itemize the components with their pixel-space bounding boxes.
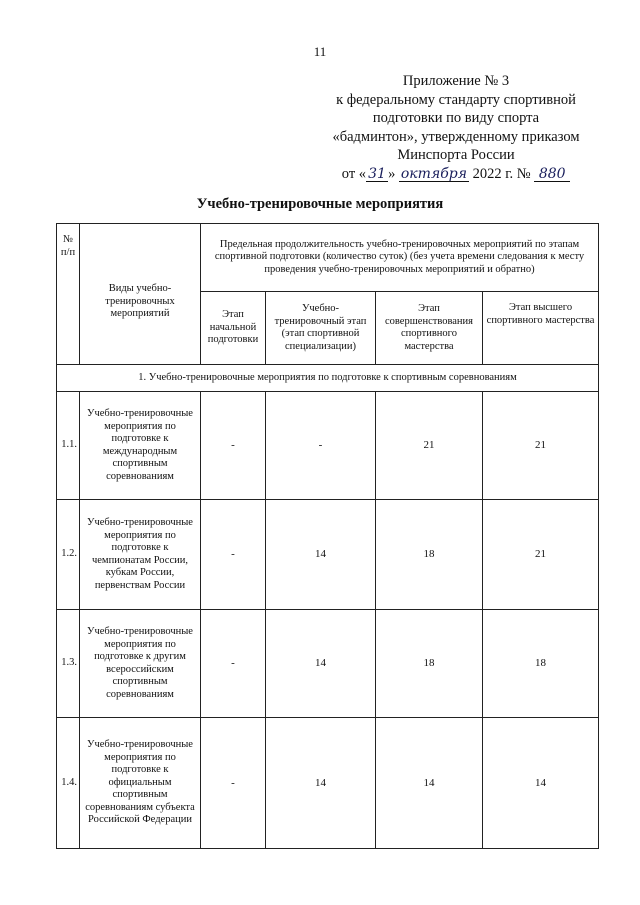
appendix-block xyxy=(306,72,606,183)
section-title: 1. Учебно-тренировочные мероприятия по подготовке к спортивным соревнованиям xyxy=(57,365,599,392)
date-mid: » xyxy=(388,165,396,182)
date-prefix: от « xyxy=(341,165,367,182)
table-row xyxy=(57,718,599,849)
row-value-highest: 14 xyxy=(483,718,599,849)
row-value-initial: - xyxy=(201,392,266,500)
appendix-line-2: к федеральному стандарту спортивной xyxy=(336,91,576,108)
appendix-line-5: Минспорта России xyxy=(397,147,515,163)
header-stage-highest: Этап высшего спортивного мастерства xyxy=(483,292,599,365)
row-value-improvement: 18 xyxy=(376,500,483,610)
row-number: 1.4. xyxy=(57,718,80,849)
row-event-name: Учебно-тренировочные мероприятия по подготовке к чемпионатам России, кубкам России, первенствам России xyxy=(80,500,201,610)
table-row xyxy=(57,610,599,718)
training-events-table xyxy=(56,223,599,849)
appendix-line-4: «бадминтон», утвержденному приказом xyxy=(332,128,580,145)
row-number: 1.1. xyxy=(57,392,80,500)
row-value-training: 14 xyxy=(266,610,376,718)
header-stage-training: Учебно-тренировочный этап (этап спортивной специализации) xyxy=(266,292,376,365)
date-year: 2022 г. № xyxy=(472,165,531,182)
section-row xyxy=(57,365,599,392)
document-title: Учебно-тренировочные мероприятия xyxy=(196,196,444,212)
row-event-name: Учебно-тренировочные мероприятия по подготовке к официальным спортивным соревнованиям субъекта Российской Федерации xyxy=(80,718,201,849)
row-value-initial: - xyxy=(201,500,266,610)
row-value-improvement: 14 xyxy=(376,718,483,849)
header-duration-group: Предельная продолжительность учебно-тренировочных мероприятий по этапам спортивной подготовки (количество суток) (без учета времени следования к месту проведения учебно-тренировочных мероприятий и обратно) xyxy=(201,224,599,292)
row-event-name: Учебно-тренировочные мероприятия по подготовке к другим всероссийским спортивным соревнованиям xyxy=(80,610,201,718)
row-value-improvement: 18 xyxy=(376,610,483,718)
row-value-highest: 21 xyxy=(483,392,599,500)
row-number: 1.3. xyxy=(57,610,80,718)
date-day: 31 xyxy=(366,167,388,182)
row-value-training: 14 xyxy=(266,500,376,610)
header-stage-initial: Этап начальной подготовки xyxy=(201,292,266,365)
page-number: 11 xyxy=(313,44,327,59)
header-stage-improvement: Этап совершенствования спортивного мастерства xyxy=(376,292,483,365)
header-row-1 xyxy=(57,224,599,292)
date-month: октября xyxy=(400,165,467,182)
row-value-training: - xyxy=(266,392,376,500)
appendix-line-1: Приложение № 3 xyxy=(402,73,510,89)
appendix-line-3: подготовки по виду спорта xyxy=(372,110,540,126)
row-value-initial: - xyxy=(201,718,266,849)
row-value-initial: - xyxy=(201,610,266,718)
row-value-highest: 18 xyxy=(483,610,599,718)
row-number: 1.2. xyxy=(57,500,80,610)
header-number: № п/п xyxy=(57,224,80,365)
row-value-highest: 21 xyxy=(483,500,599,610)
table-row xyxy=(57,500,599,610)
header-event-type: Виды учебно-тренировочных мероприятий xyxy=(80,224,201,365)
appendix-date-line xyxy=(306,165,606,184)
order-number: 880 xyxy=(534,167,570,182)
row-value-training: 14 xyxy=(266,718,376,849)
table-row xyxy=(57,392,599,500)
row-event-name: Учебно-тренировочные мероприятия по подготовке к международным спортивным соревнованиям xyxy=(80,392,201,500)
row-value-improvement: 21 xyxy=(376,392,483,500)
